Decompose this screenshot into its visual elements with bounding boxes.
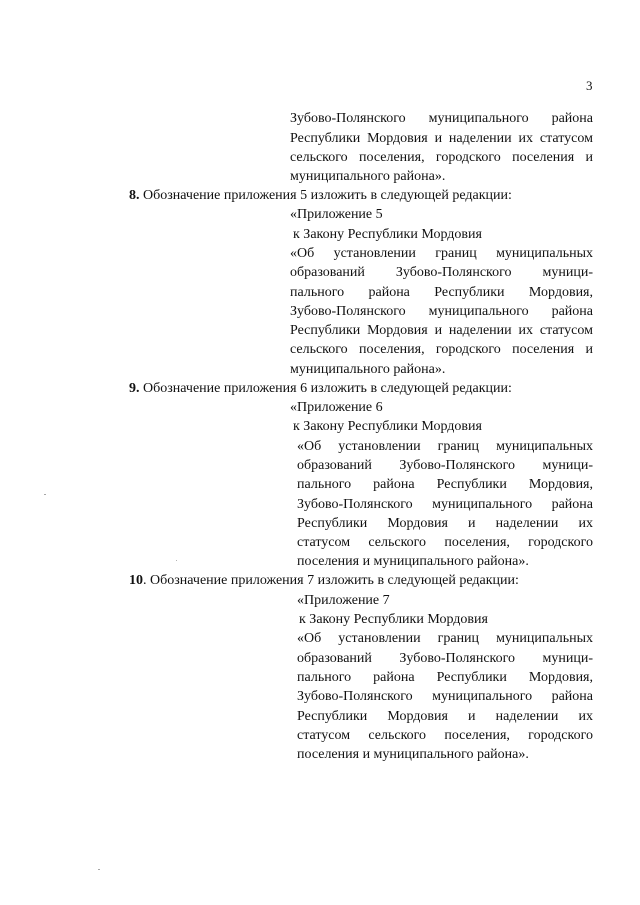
text-line: Республики Мордовия и наделении их статусом (290, 131, 593, 146)
text-line: «Об установлении границ муниципальных (297, 631, 593, 646)
amendment-item-10 (129, 572, 519, 589)
scan-speck (98, 869, 100, 870)
text-line: пального района Республики Мордовия, (297, 477, 593, 492)
item-text: Обозначение приложения 5 изложить в следующей редакции: (139, 188, 512, 203)
text-line: образований Зубово-Полянского муници- (297, 458, 593, 473)
item-number: 9. (129, 381, 140, 396)
text-line: Республики Мордовия и наделении их (297, 709, 593, 724)
amendment-item-8 (129, 187, 512, 204)
text-line: пального района Республики Мордовия, (297, 670, 593, 685)
appendix-title: «Приложение 7 (297, 593, 390, 608)
text-line: Зубово-Полянского муниципального района (297, 497, 593, 512)
text-line: образований Зубово-Полянского муници- (290, 265, 593, 280)
item-number: 8. (129, 188, 140, 203)
text-line: Зубово-Полянского муниципального района (297, 689, 593, 704)
text-line: «Об установлении границ муниципальных (297, 439, 593, 454)
text-line: сельского поселения, городского поселения и (290, 342, 593, 357)
text-line: муниципального района». (290, 362, 446, 377)
text-line: Республики Мордовия и наделении их (297, 516, 593, 531)
text-line: «Об установлении границ муниципальных (290, 246, 593, 261)
appendix-title: «Приложение 5 (290, 207, 383, 222)
text-line: статусом сельского поселения, городского (297, 535, 593, 550)
item-text: . Обозначение приложения 7 изложить в следующей редакции: (143, 573, 519, 588)
text-line: Зубово-Полянского муниципального района (290, 304, 593, 319)
text-line: образований Зубово-Полянского муници- (297, 651, 593, 666)
page-number: 3 (586, 78, 593, 93)
text-line: пального района Республики Мордовия, (290, 285, 593, 300)
text-line: муниципального района». (290, 169, 446, 184)
law-reference: к Закону Республики Мордовия (293, 419, 482, 434)
item-number: 10 (129, 573, 143, 588)
amendment-item-9 (129, 380, 512, 397)
text-line: Зубово-Полянского муниципального района (290, 111, 593, 126)
text-line: статусом сельского поселения, городского (297, 728, 593, 743)
scan-speck (176, 560, 177, 561)
law-reference: к Закону Республики Мордовия (293, 227, 482, 242)
text-line: сельского поселения, городского поселения и (290, 150, 593, 165)
scan-speck (44, 494, 46, 495)
law-reference: к Закону Республики Мордовия (299, 612, 488, 627)
appendix-title: «Приложение 6 (290, 400, 383, 415)
text-line: поселения и муниципального района». (297, 554, 529, 569)
text-line: Республики Мордовия и наделении их статусом (290, 323, 593, 338)
text-line: поселения и муниципального района». (297, 747, 529, 762)
item-text: Обозначение приложения 6 изложить в следующей редакции: (139, 381, 512, 396)
